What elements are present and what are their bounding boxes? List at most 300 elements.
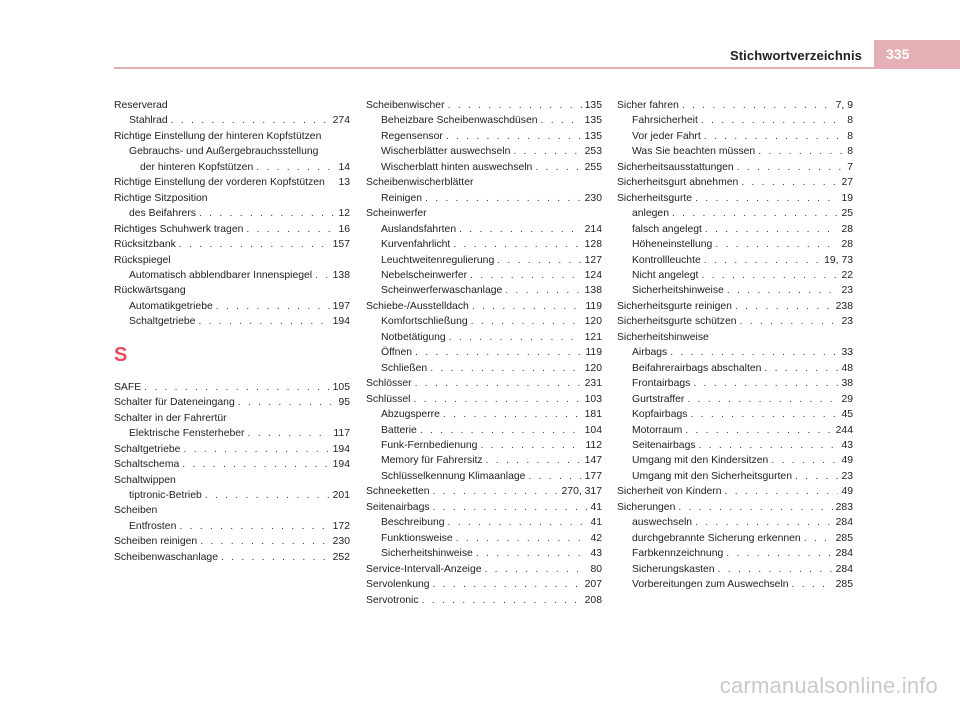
index-entry-label: Motorraum [632,424,683,436]
index-entry-row [366,376,602,391]
index-entry-row [366,191,602,206]
index-entry [617,175,853,190]
index-entry-row [617,361,853,376]
index-entry-page: 252 [332,551,350,563]
index-entry-row [617,222,853,237]
index-entry-page: 95 [338,397,350,409]
index-entry-row [617,546,853,561]
index-entry-page: 117 [333,428,350,440]
index-entry-label: Kontrollleuchte [632,254,701,266]
index-entry [114,237,350,252]
index-entry-page: 230 [584,192,602,204]
dot-leader [715,237,838,252]
index-heading: Scheibenwischerblätter [366,177,474,189]
dot-leader [513,144,581,159]
index-entry [617,191,853,299]
index-entry-label: Schaltschema [114,459,180,471]
index-entry [114,283,350,329]
index-entry-label: Richtiges Schuhwerk tragen [114,223,244,235]
index-entry-page: 208 [584,594,602,606]
index-entry-label: Stahlrad [129,115,168,127]
dot-leader [764,361,838,376]
index-entry-page: 177 [584,470,602,482]
dot-leader [448,98,582,113]
dot-leader [682,98,833,113]
dot-leader [704,129,844,144]
index-entry-row [617,484,853,499]
dot-leader [497,253,581,268]
dot-leader [705,222,839,237]
index-entry-label: Sicherheitshinweise [381,548,473,560]
dot-leader [459,222,582,237]
index-entry-label: Nicht angelegt [632,269,699,281]
index-entry [366,484,602,499]
index-entry-row [114,160,350,175]
index-entry-row [114,488,350,503]
index-entry-label: des Beifahrers [129,208,196,220]
dot-leader [446,129,582,144]
index-entry-row [366,144,602,159]
index-entry-label: Elektrische Fensterheber [129,428,245,440]
index-entry [114,380,350,395]
index-entry-row [366,500,602,515]
index-entry-row [114,144,350,159]
dot-leader [199,206,335,221]
index-entry-row [366,438,602,453]
dot-leader [727,283,839,298]
index-entry-page: 112 [585,439,602,451]
index-entry-row [366,299,602,314]
dot-leader [704,253,821,268]
index-entry-label: der hinteren Kopfstützen [140,161,254,173]
index-entry [366,175,602,206]
index-entry-row [114,442,350,457]
index-entry-page: 172 [332,520,350,532]
index-entry-label: Sicherheitsausstattungen [617,161,734,173]
index-entry-label: anlegen [632,208,669,220]
index-entry-page: 285 [835,532,853,544]
index-entry-page: 124 [584,269,602,281]
index-entry-label: Schaltgetriebe [114,443,181,455]
index-entry [114,457,350,472]
index-entry-row [366,237,602,252]
index-entry-label: Fahrsicherheit [632,115,698,127]
index-entry-row [366,546,602,561]
index-entry-label: Abzugsperre [381,409,440,421]
index-entry-row [366,283,602,298]
index-entry-page: 103 [584,393,602,405]
index-entry-row [366,407,602,422]
dot-leader [758,144,844,159]
index-entry-page: 104 [584,424,602,436]
dot-leader [678,500,832,515]
index-entry-row [114,175,350,190]
dot-leader [687,392,838,407]
index-entry-row [366,423,602,438]
index-entry-label: Schneeketten [366,486,430,498]
dot-leader [505,283,581,298]
dot-leader [433,484,559,499]
dot-leader [433,500,588,515]
index-entry-label: Beschreibung [381,517,445,529]
index-entry [617,299,853,314]
dot-leader [256,160,335,175]
dot-leader [449,330,582,345]
index-entry-label: Notbetätigung [381,331,446,343]
index-entry-label: Service-Intervall-Anzeige [366,563,482,575]
index-entry-page: 25 [841,208,853,220]
dot-leader [535,160,581,175]
index-entry-page: 157 [332,239,350,251]
dot-leader [472,299,583,314]
dot-leader [804,531,833,546]
index-entry [114,129,350,175]
index-entry-label: Was Sie beachten müssen [632,146,756,158]
index-entry-page: 181 [584,409,602,421]
index-entry-page: 201 [332,489,350,501]
index-entry-label: Funk-Fernbedienung [381,439,478,451]
dot-leader [198,314,329,329]
index-entry-label: Farbkennzeichnung [632,548,724,560]
index-entry [114,442,350,457]
index-entry-row [617,392,853,407]
index-entry-page: 48 [841,362,853,374]
index-entry-row [617,175,853,190]
index-entry-row [617,206,853,221]
index-entry-label: Scheinwerferwaschanlage [381,285,503,297]
dot-leader [248,426,331,441]
dot-leader [795,469,838,484]
dot-leader [740,314,839,329]
index-entry-row [114,395,350,410]
index-column-3 [617,98,853,593]
index-entry [114,473,350,504]
index-entry-row [114,519,350,534]
index-entry-row [617,453,853,468]
index-entry-label: Scheiben reinigen [114,536,198,548]
index-entry-label: Sicherheitsgurte schützen [617,316,737,328]
index-heading: Sicherheitshinweise [617,331,709,343]
dot-leader [672,206,838,221]
index-entry-page: 43 [590,548,602,560]
index-entry-page: 105 [332,381,350,393]
watermark-text: carmanualsonline.info [719,673,938,698]
index-entry-row [366,253,602,268]
header-divider [114,67,960,69]
index-entry-label: auswechseln [632,517,693,529]
index-entry [366,392,602,485]
dot-leader [695,515,833,530]
index-entry-page: 244 [835,424,853,436]
dot-leader [315,268,330,283]
dot-leader [693,376,838,391]
index-entry-label: Nebelscheinwerfer [381,269,468,281]
index-entry-label: Airbags [632,347,668,359]
dot-leader [413,392,581,407]
index-entry [366,500,602,562]
index-entry-page: 8 [847,115,853,127]
index-entry-row [366,392,602,407]
dot-leader [182,457,329,472]
index-entry [366,98,602,175]
index-entry-row [617,407,853,422]
index-entry-row [366,129,602,144]
index-entry-page: 14 [338,161,350,173]
index-entry-page: 207 [584,579,602,591]
index-entry-page: 138 [332,269,350,281]
index-entry-row [114,426,350,441]
index-entry-page: 13 [338,177,350,189]
index-entry-label: Beheizbare Scheibenwaschdüsen [381,115,538,127]
index-entry-row [366,113,602,128]
index-entry-label: Regensensor [381,130,443,142]
index-entry-page: 19, 73 [824,254,853,266]
index-entry-page: 22 [841,269,853,281]
index-entry [617,500,853,593]
index-entry-row [366,314,602,329]
index-entry-row [366,361,602,376]
index-entry-page: 49 [841,486,853,498]
dot-leader [205,488,330,503]
index-entry-page: 135 [584,130,602,142]
index-entry-page: 120 [584,316,602,328]
index-entry-row [617,438,853,453]
index-heading: Reserverad [114,100,168,111]
index-entry-page: 41 [590,501,602,513]
index-entry-row [617,253,853,268]
index-entry-row [617,237,853,252]
index-entry-row [617,423,853,438]
dot-leader [701,113,844,128]
index-entry-page: 119 [585,347,602,359]
index-entry-row [366,577,602,592]
index-entry-page: 119 [585,300,602,312]
index-entry-label: Schlüsselkennung Klimaanlage [381,470,526,482]
index-entry-row [114,534,350,549]
index-entry-page: 194 [332,443,350,455]
index-entry-row [617,577,853,592]
index-entry-label: Schiebe-/Ausstelldach [366,300,469,312]
index-entry-label: Automatisch abblendbarer Innenspiegel [129,269,313,281]
index-entry-label: Schließen [381,362,428,374]
index-entry [366,206,602,299]
index-entry-label: Sicherheitsgurte [617,192,693,204]
index-entry-label: falsch angelegt [632,223,702,235]
index-entry-row [617,283,853,298]
dot-leader [179,237,330,252]
index-heading: Schaltwippen [114,474,176,486]
index-entry-row [114,550,350,565]
index-entry-page: 80 [590,563,602,575]
index-entry-label: Scheibenwischer [366,100,445,111]
index-entry-page: 27 [841,177,853,189]
index-entry-row [617,531,853,546]
index-entry-row [114,237,350,252]
index-entry-label: Schalter für Dateneingang [114,397,235,409]
index-entry-page: 238 [835,300,853,312]
index-entry-label: tiptronic-Betrieb [129,489,202,501]
dot-leader [183,442,329,457]
index-entry-page: 135 [584,115,602,127]
index-entry [114,191,350,222]
dot-leader [443,407,582,422]
dot-leader [699,438,839,453]
index-entry-page: 45 [841,409,853,421]
dot-leader [690,407,838,422]
dot-leader [246,222,335,237]
index-entry-label: Höheneinstellung [632,239,713,251]
index-entry-page: 230 [332,536,350,548]
index-entry [366,593,602,608]
index-entry [114,503,350,534]
index-heading: Schalter in der Fahrertür [114,412,227,424]
index-entry-label: Schlösser [366,378,412,390]
index-entry-label: Auslandsfahrten [381,223,457,235]
index-entry-page: 231 [584,378,602,390]
dot-leader [470,268,582,283]
index-entry-label: Kopfairbags [632,409,688,421]
index-entry-row [114,206,350,221]
index-entry-row [114,222,350,237]
index-entry [114,253,350,284]
index-entry-row [617,562,853,577]
page-number-badge: 335 [874,40,960,68]
dot-leader [433,577,582,592]
index-entry-page: 284 [835,517,853,529]
index-heading: Richtige Sitzposition [114,192,208,204]
index-entry-label: Reinigen [381,192,423,204]
dot-leader [685,423,832,438]
index-entry-page: 147 [584,455,602,467]
index-column-1 [114,98,350,565]
index-entry-page: 8 [847,130,853,142]
index-entry-page: 23 [841,316,853,328]
index-entry [617,314,853,329]
index-entry-page: 138 [584,285,602,297]
index-entry-label: Scheibenwaschanlage [114,551,218,563]
index-entry-row [114,113,350,128]
index-entry [366,299,602,376]
index-entry-page: 43 [841,439,853,451]
dot-leader [541,113,582,128]
dot-leader [726,546,832,561]
index-entry-page: 135 [584,100,602,111]
index-entry-label: Seitenairbags [632,439,696,451]
dot-leader [453,237,581,252]
index-entry-row [366,160,602,175]
index-entry-label: Schlüssel [366,393,411,405]
index-entry-label: Schaltgetriebe [129,316,196,328]
dot-leader [456,531,588,546]
index-entry-page: 29 [841,393,853,405]
index-entry-label: Sicherungskasten [632,563,715,575]
index-entry [617,330,853,485]
dot-leader [216,299,330,314]
index-entry-label: Komfortschließung [381,316,468,328]
index-entry-row [617,268,853,283]
index-entry-row [366,268,602,283]
index-entry-row [114,299,350,314]
index-entry-label: Sicherheitsgurt abnehmen [617,177,739,189]
dot-leader [422,593,582,608]
index-entry-row [617,299,853,314]
index-entry-label: Umgang mit den Kindersitzen [632,455,769,467]
index-entry [114,395,350,410]
dot-leader [425,191,582,206]
dot-leader [701,268,838,283]
index-entry-row [114,268,350,283]
index-entry [114,550,350,565]
index-entry-label: Servotronic [366,594,419,606]
index-entry [114,222,350,237]
index-entry [366,376,602,391]
index-entry-label: Servolenkung [366,579,430,591]
dot-leader [718,562,833,577]
index-entry-row [366,531,602,546]
index-column-2 [366,98,602,608]
dot-leader [480,438,582,453]
index-entry-label: Leuchtweitenregulierung [381,254,495,266]
index-entry-label: Kurvenfahrlicht [381,239,451,251]
index-entry-page: 33 [841,347,853,359]
index-entry-label: Sicherheitshinweise [632,285,724,297]
dot-leader [741,175,838,190]
index-entry [366,562,602,577]
index-entry-label: durchgebrannte Sicherung erkennen [632,532,801,544]
index-entry-page: 283 [835,501,853,513]
dot-leader [415,345,582,360]
index-entry-row [366,484,602,499]
index-entry-row [617,191,853,206]
index-entry-row [366,453,602,468]
index-entry-page: 194 [332,459,350,471]
index-heading: Rückspiegel [114,254,171,266]
index-entry [114,175,350,190]
dot-leader [486,453,582,468]
dot-leader [430,361,581,376]
dot-leader [771,453,838,468]
index-entry-row [617,144,853,159]
index-entry-page: 255 [584,161,602,173]
index-entry-row [114,457,350,472]
dot-leader [328,175,336,190]
index-entry-label: Sicherungen [617,501,676,513]
index-entry-row [617,515,853,530]
dot-leader [737,160,845,175]
index-entry-label: Funktionsweise [381,532,453,544]
index-entry-page: 42 [590,532,602,544]
index-entry-label: Vor jeder Fahrt [632,130,701,142]
dot-leader [735,299,833,314]
index-entry-label: SAFE [114,381,142,393]
index-entry-page: 121 [584,331,602,343]
index-heading: Richtige Einstellung der hinteren Kopfstützen [114,130,322,142]
dot-leader [415,376,582,391]
index-entry-label: Gebrauchs- und Außergebrauchsstellung [129,146,319,158]
index-entry-row [366,98,602,113]
dot-leader [200,534,329,549]
index-entry-row [366,469,602,484]
index-entry-row [617,469,853,484]
index-entry-label: Seitenairbags [366,501,430,513]
index-entry-row [617,160,853,175]
index-entry-page: 16 [338,223,350,235]
index-entry [114,98,350,129]
index-entry-page: 19 [841,192,853,204]
dot-leader [725,484,839,499]
index-entry [366,577,602,592]
index-entry-label: Memory für Fahrersitz [381,455,483,467]
